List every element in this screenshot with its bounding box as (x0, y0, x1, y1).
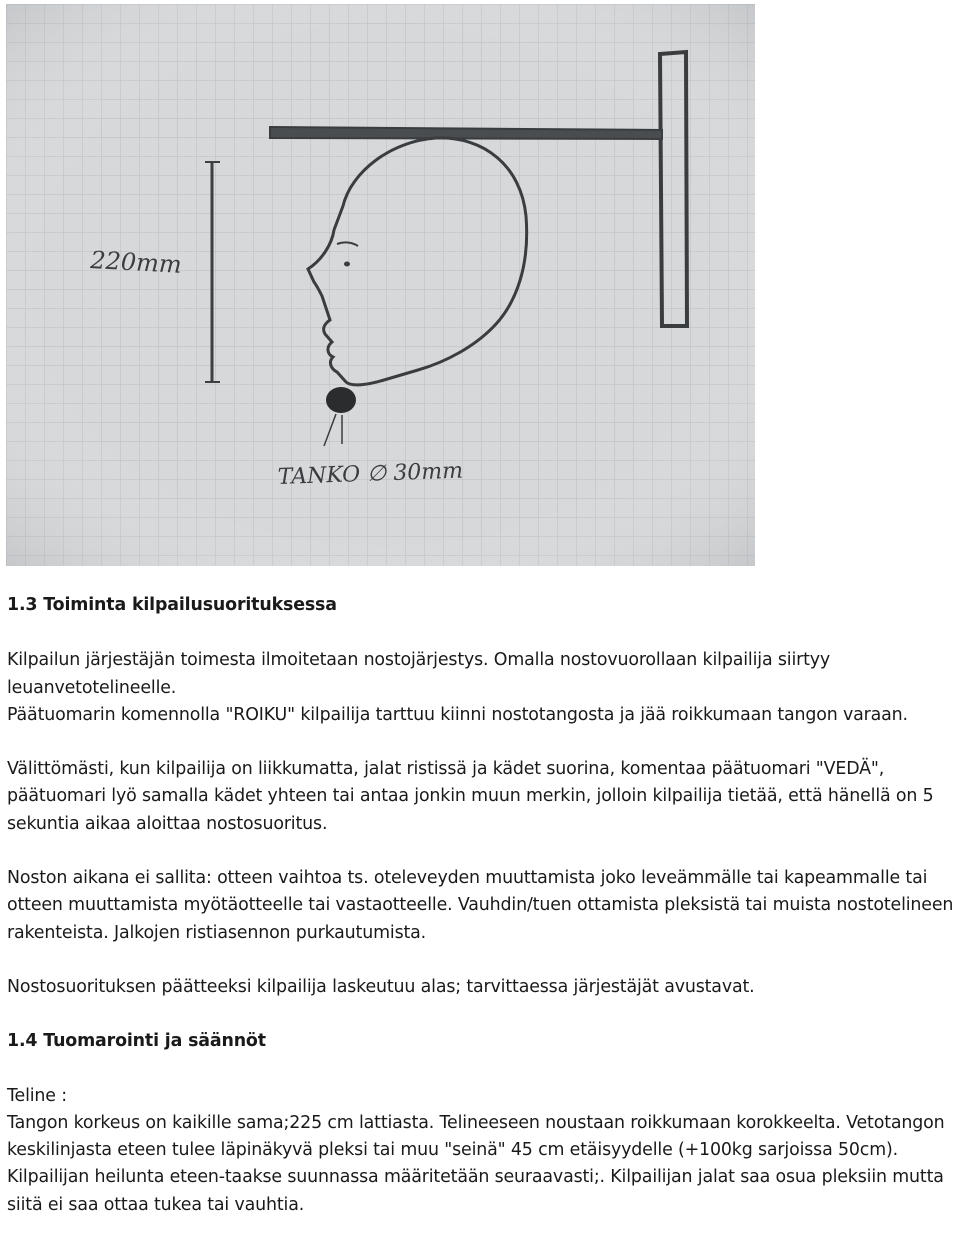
paragraph: Päätuomarin komennolla "ROIKU" kilpailija tarttuu kiinni nostotangosta ja jää roikkumaan tangon varaan. (7, 704, 908, 725)
document-body (7, 592, 955, 1219)
section-heading-1-3: 1.3 Toiminta kilpailusuorituksessa (7, 595, 337, 615)
bar-dot (326, 387, 356, 413)
paragraph: Nostosuorituksen päätteeksi kilpailija laskeutuu alas; tarvittaessa järjestäjät avustavat. (7, 976, 755, 997)
beam (270, 127, 662, 139)
paragraph: Kilpailun järjestäjän toimesta ilmoitetaan nostojärjestys. Omalla nostovuorollaan kilpailija siirtyy leuanvetotelineelle. (7, 650, 831, 698)
section-heading-1-4: 1.4 Tuomarointi ja säännöt (7, 1031, 266, 1052)
sketch-photo (6, 4, 755, 566)
dimension-label: 220mm (89, 246, 183, 279)
subheading: Teline : (7, 1085, 67, 1106)
paragraph: Noston aikana ei sallita: otteen vaihtoa ts. oteleveyden muuttamista joko leveämmälle tai kapeammalle tai otteen muuttamista myötäotteelle tai vastaotteelle. Vauhdin/tuen ottamista pleksistä tai muista nostotelineen rakenteista. Jalkojen ristiasennon purkautumista. (7, 868, 954, 943)
paragraph: Välittömästi, kun kilpailija on liikkumatta, jalat ristissä ja kädet suorina, komentaa päätuomari "VEDÄ", päätuomari lyö samalla kädet yhteen tai antaa jonkin muun merkin, jolloin kilpailija tietää, että hänellä on 5 sekuntia aikaa aloittaa nostosuoritus. (7, 759, 934, 834)
sketch-drawing (6, 4, 755, 566)
paragraph: Tangon korkeus on kaikille sama;225 cm lattiasta. Telineeseen noustaan roikkumaan korokkeelta. Vetotangon keskilinjasta eteen tulee läpinäkyvä pleksi tai muu "seinä" 45 cm etäisyydelle (+100kg sarjoissa 50cm). Kilpailijan heilunta eteen-taakse suunnassa määritetään seuraavasti;. Kilpailijan jalat saa osua pleksiin mutta siitä ei saa ottaa tukea tai vauhtia. (7, 1112, 945, 1215)
bar-label: TANKO ∅ 30mm (277, 458, 464, 490)
